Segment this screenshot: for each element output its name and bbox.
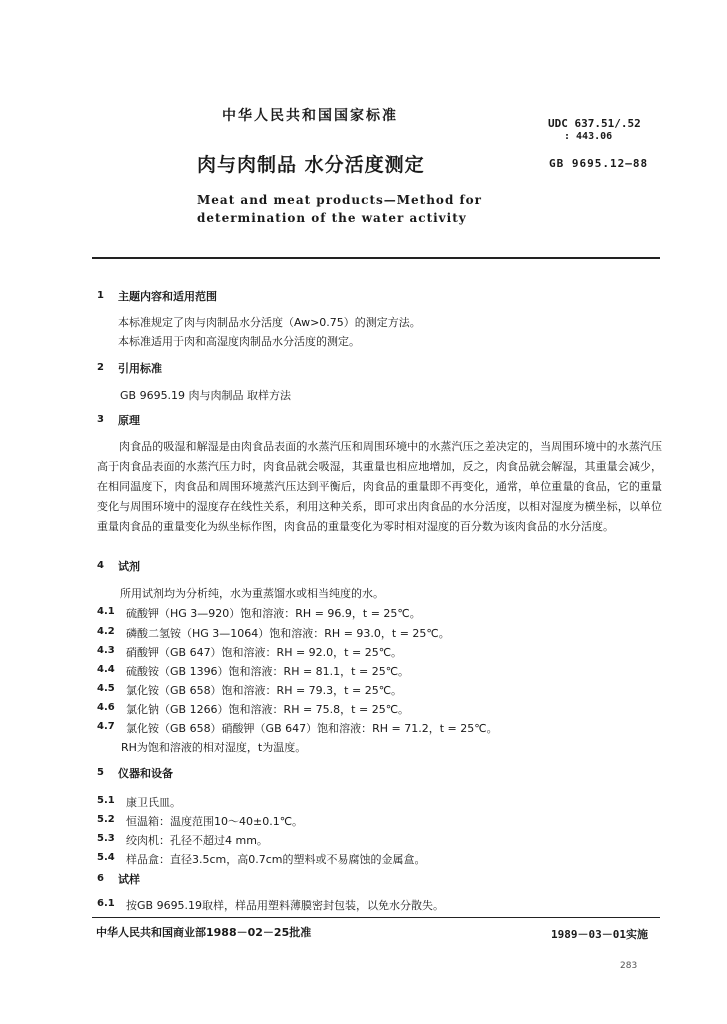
udc-number: UDC 637.51/.52 [548,117,641,130]
body-line: 所用试剂均为分析纯，水为重蒸馏水或相当纯度的水。 [120,587,384,600]
reagent-item: 硫酸钾（HG 3—920）饱和溶液：RH = 96.9，t = 25℃。 [126,607,421,620]
reagent-item: 硫酸铵（GB 1396）饱和溶液：RH = 81.1，t = 25℃。 [126,665,410,678]
reagent-item: 氯化铵（GB 658）硝酸钾（GB 647）饱和溶液：RH = 71.2，t = 25℃。 [126,722,498,735]
item-number: 5.1 [97,795,115,806]
footer-divider [92,917,660,918]
item-number: 4.1 [97,606,115,617]
reagent-note: RH为饱和溶液的相对湿度，t为温度。 [121,741,307,754]
item-number: 4.6 [97,702,115,713]
principle-paragraph: 肉食品的吸湿和解湿是由肉食品表面的水蒸汽压和周围环境中的水蒸汽压之差决定的，当周围环境中的水蒸汽压高于肉食品表面的水蒸汽压力时，肉食品就会吸湿，其重量也相应地增加，反之，肉食品就会解湿，其重量会减少，在相同温度下，肉食品和周围环境蒸汽压达到平衡后，肉食品的重量即不再变化，通常，单位重量的食品，它的重量变化与周围环境中的湿度存在线性关系，利用这种关系，即可求出肉食品的水分活度，以相对湿度为横坐标，以单位重量肉食品的重量变化为纵坐标作图，肉食品的重量变化为零时相对湿度的百分数为该肉食品的水分活度。 [97,440,662,533]
item-number: 5.2 [97,814,115,825]
section-heading: 引用标准 [118,362,162,375]
section-heading: 原理 [118,414,140,427]
section-heading: 仪器和设备 [118,767,173,780]
section-heading: 试剂 [118,560,140,573]
body-line: 本标准适用于肉和高湿度肉制品水分活度的测定。 [118,335,360,348]
item-number: 4.7 [97,721,115,732]
page-number: 283 [620,961,638,971]
item-number: 6.1 [97,898,115,909]
section-number: 3 [97,414,104,425]
item-number: 5.4 [97,852,115,863]
reagent-item: 硝酸钾（GB 647）饱和溶液：RH = 92.0，t = 25℃。 [126,646,403,659]
issuing-body-title: 中华人民共和国国家标准 [222,108,398,124]
section-number: 5 [97,767,104,778]
section-number: 2 [97,362,104,373]
reagent-item: 氯化铵（GB 658）饱和溶液：RH = 79.3，t = 25℃。 [126,684,403,697]
standard-title-english-line1: Meat and meat products—Method for [197,193,482,207]
section-number: 6 [97,873,104,884]
reagent-item: 氯化钠（GB 1266）饱和溶液：RH = 75.8，t = 25℃。 [126,703,410,716]
reagent-item: 磷酸二氢铵（HG 3—1064）饱和溶液：RH = 93.0，t = 25℃。 [126,627,450,640]
standard-title-chinese: 肉与肉制品 水分活度测定 [197,154,425,176]
udc-number-continued: : 443.06 [564,131,613,142]
equipment-item: 样品盒：直径3.5cm，高0.7cm的塑料或不易腐蚀的金属盒。 [126,853,426,866]
gb-standard-number: GB 9695.12—88 [549,157,649,170]
item-number: 4.4 [97,664,115,675]
item-number: 5.3 [97,833,115,844]
item-number: 4.2 [97,626,115,637]
standard-title-english-line2: determination of the water activity [197,211,467,225]
section-number: 4 [97,560,104,571]
section-heading: 主题内容和适用范围 [118,290,217,303]
body-line: 本标准规定了肉与肉制品水分活度（Aw>0.75）的测定方法。 [118,316,421,329]
item-number: 4.5 [97,683,115,694]
equipment-item: 恒温箱：温度范围10～40±0.1℃。 [126,815,304,828]
effective-date: 1989－03－01实施 [551,928,648,941]
equipment-item: 康卫氏皿。 [126,796,181,809]
section-heading: 试样 [118,873,140,886]
approval-line: 中华人民共和国商业部1988－02－25批准 [96,926,312,939]
section-number: 1 [97,290,104,301]
header-divider [92,257,660,259]
body-line: GB 9695.19 肉与肉制品 取样方法 [120,389,292,402]
equipment-item: 绞肉机：孔径不超过4 mm。 [126,834,268,847]
sample-item: 按GB 9695.19取样，样品用塑料薄膜密封包装，以免水分散失。 [126,899,445,912]
item-number: 4.3 [97,645,115,656]
